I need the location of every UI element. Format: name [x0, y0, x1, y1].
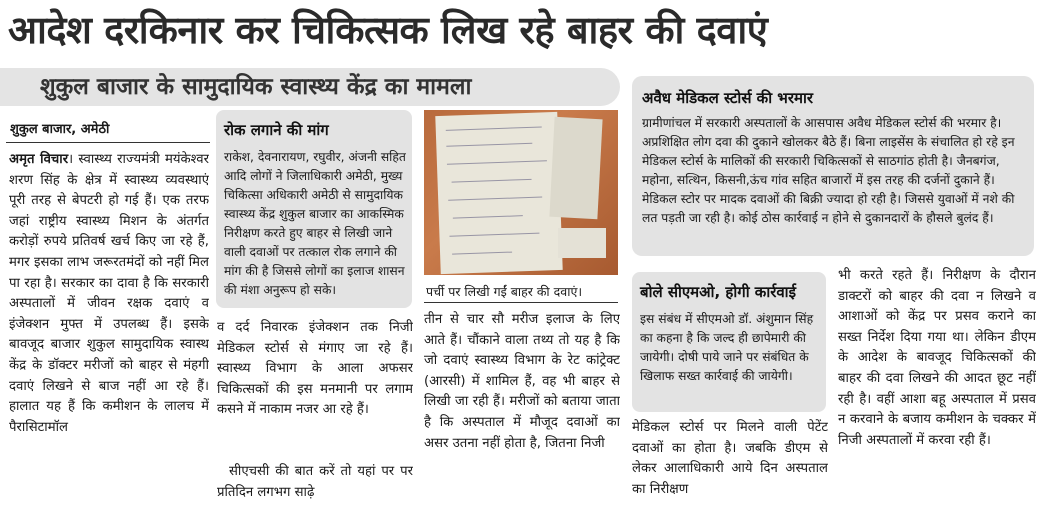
column-1 [9, 150, 209, 512]
cmo-box-text: इस संबंध में सीएमओ डॉ. अंशुमान सिंह का कहना है कि जल्द ही छापेमारी की जायेगी। दोषी पाये जाने पर संबंधित के खिलाफ सख्त कार्रवाई की जायेगी। [640, 312, 814, 383]
caption-rule [424, 302, 618, 303]
prescription-slip-2 [549, 117, 602, 219]
demand-box-text: राकेश, देवनारायण, रघुवीर, अंजनी सहित आदि लोगों ने जिलाधिकारी अमेठी, मुख्य चिकित्सा अधिकारी अमेठी से सामुदायिक स्वास्थ्य केंद्र शुकुल बाजार का आकस्मिक निरीक्षण करते हुए बाहर से लिखी जाने वाली दवाओं पर तत्काल रोक लगाने की मांग की है जिससे लोगों का इलाज शासन की मंशा अनुरूप हो सके। [224, 150, 406, 297]
column-5-text: भी करते रहते हैं। निरीक्षण के दौरान डाक्टरों को बाहर की दवा न लिखने व आशाओं को केंद्र पर प्रसव कराने का सख्त निर्देश दिया गया था। लेकिन डीएम के आदेश के बावजूद चिकित्सकों की बाहर की दवा लिखने की आदत छूट नहीं रही है। वहीं आशा बहू अस्पताल में प्रसव न करवाने के बजाय कमीशन के चक्कर में निजी अस्पतालों में करवा रही हैं। [838, 268, 1036, 448]
prescription-photo [424, 110, 618, 275]
column-4-text: मेडिकल स्टोर्स पर मिलने वाली पेटेंट दवाओं का होता है। जबकि डीएम से लेकर आलाधिकारी आये दिन अस्पताल का निरीक्षण [632, 420, 828, 497]
illegal-stores-title: अवैध मेडिकल स्टोर्स की भरमार [642, 89, 813, 107]
illegal-stores-text: ग्रामीणांचल में सरकारी अस्पतालों के आसपास अवैध मेडिकल स्टोर्स की भरमार है। अप्रशिक्षित लोग दवा की दुकाने खोलकर बैठे हैं। बिना लाइसेंस के संचालित हो रहे इन मेडिकल स्टोर्स के मालिकों की सरकारी चिकित्सकों से साठगांठ होती है। जैनबगंज, महोना, सत्थिन, किसनी,ऊंच गांव सहित बाजारों में इस तरह की दर्जनों दुकाने हैं। मेडिकल स्टोर पर मादक दवाओं की बिक्री ज्यादा हो रही है। जिससे युवाओं में नशे की लत पड़ती जा रही है। कोई ठोस कार्रवाई न होने से दुकानदारों के हौसले बुलंद हैं। [642, 116, 1015, 225]
cmo-box-title: बोले सीएमओ, होगी कार्रवाई [640, 283, 796, 301]
dateline: शुकुल बाजार, अमेठी [10, 122, 110, 137]
dateline-rule [6, 142, 210, 143]
column-3-text: तीन से चार सौ मरीज इलाज के लिए आते हैं। चौंकाने वाला तथ्य तो यह है कि जो दवाएं स्वास्थ्य विभाग के रेट कांट्रेक्ट (आरसी) में शामिल हैं, वह भी बाहर से लिखी जा रही हैं। मरीजों को बताया जाता है कि अस्पताल में मौजूद दवाओं का असर उतना नहीं होता है, जितना निजी [424, 312, 620, 451]
byline: अमृत विचार [9, 152, 69, 167]
column-2-text-2: सीएचसी की बात करें तो यहां पर पर प्रतिदिन लगभग साढ़े [217, 464, 413, 500]
cmo-box [632, 272, 826, 412]
demand-box [216, 110, 412, 308]
photo-caption: पर्ची पर लिखी गईं बाहर की दवाएं। [426, 284, 583, 299]
prescription-slip [435, 112, 562, 274]
illegal-stores-box [632, 76, 1034, 256]
prescription-slip-3 [558, 228, 606, 258]
column-2-text: व दर्द निवारक इंजेक्शन तक निजी मेडिकल स्टोर्स से मंगाए जा रहे हैं। स्वास्थ्य विभाग के आला अफसर चिकित्सकों की इस मनमानी पर लगाम कसने में नाकाम नजर आ रहे हैं। [217, 320, 413, 418]
subheadline: शुकुल बाजार के सामुदायिक स्वास्थ्य केंद्र का मामला [40, 74, 472, 100]
demand-box-title: रोक लगाने की मांग [224, 121, 329, 139]
headline: आदेश दरकिनार कर चिकित्सक लिख रहे बाहर की दवाएं [8, 8, 768, 52]
column-1-text: । स्वास्थ्य राज्यमंत्री मयंकेश्वर शरण सिंह के क्षेत्र में स्वास्थ्य व्यवस्थाएं पूरी तरह से बेपटरी हो गई हैं। एक तरफ जहां राष्ट्रीय स्वास्थ्य मिशन के अंतर्गत करोड़ों रुपये प्रतिवर्ष खर्च किए जा रहे हैं, मगर इसका लाभ जरूरतमंदों को नहीं मिल पा रहा है। सरकार का दावा है कि सरकारी अस्पतालों में जीवन रक्षक दवाएं व इंजेक्शन मुफ्त में उपलब्ध हैं। इसके बावजूद बाजार शुकुल सामुदायिक स्वास्थ केंद्र के डॉक्टर मरीजों को बाहर से मंहगी दवाएं लिखने से बाज नहीं आ रहे हैं। हालात यह हैं कि कमीशन के लालच में पैरासिटामॉल [9, 152, 209, 435]
